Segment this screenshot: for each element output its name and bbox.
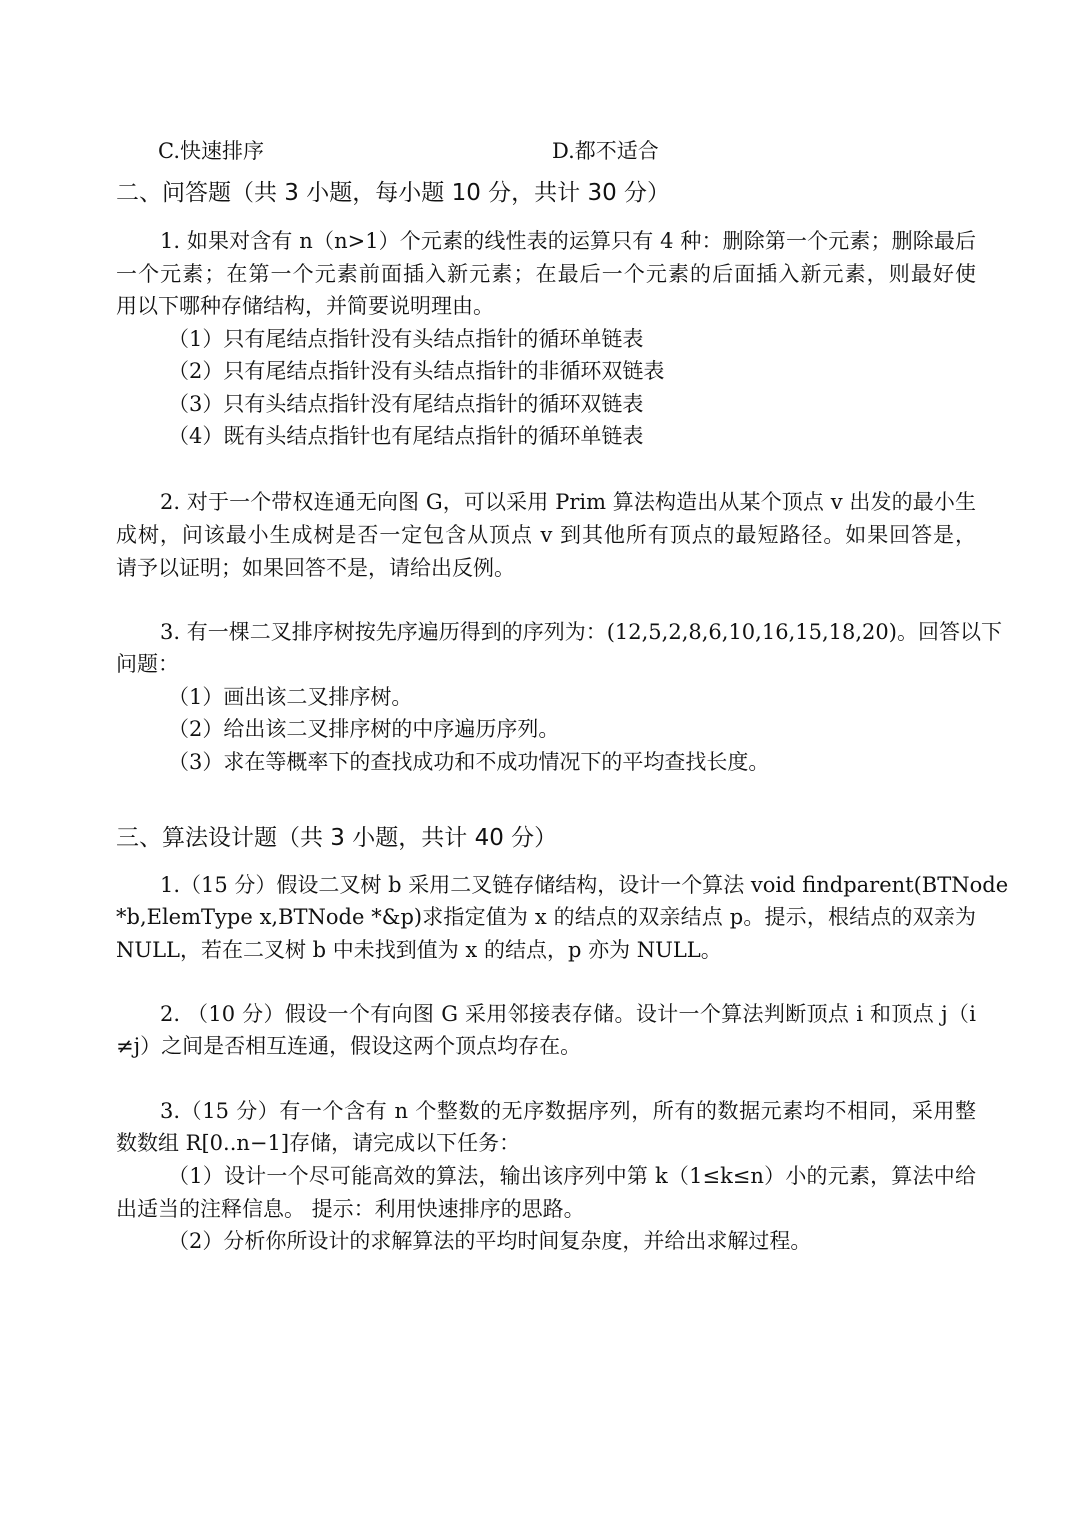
s3q2-line2: ≠j）之间是否相互连通，假设这两个顶点均存在。 [116,1034,582,1058]
s2q3-option2: （2）给出该二叉排序树的中序遍历序列。 [168,717,560,741]
s3q1-line3: NULL，若在二叉树 b 中未找到值为 x 的结点，p 亦为 NULL。 [116,938,722,962]
s2q3-line1: 3. 有一棵二叉排序树按先序遍历得到的序列为：(12,5,2,8,6,10,16,15,18,20)。回答以下 [160,620,1002,644]
s2q2-line1: 2. 对于一个带权连通无向图 G，可以采用 Prim 算法构造出从某个顶点 v 出发的最小生 [160,490,976,514]
s2q1-option1: （1）只有尾结点指针没有头结点指针的循环单链表 [168,327,644,351]
s2q1-option3: （3）只有头结点指针没有尾结点指针的循环双链表 [168,392,644,416]
s2q3-line2: 问题： [116,652,179,676]
s3q3-line1: 3.（15 分）有一个含有 n 个整数的无序数据序列，所有的数据元素均不相同，采用整 [160,1099,976,1123]
s2q1-option4: （4）既有头结点指针也有尾结点指针的循环单链表 [168,424,644,448]
s2q2-line2: 成树，问该最小生成树是否一定包含从顶点 v 到其他所有顶点的最短路径。如果回答是， [116,523,976,547]
s2q1-line1: 1. 如果对含有 n（n>1）个元素的线性表的运算只有 4 种：删除第一个元素；删除最后 [160,229,976,253]
s3q3-task1-line1: （1）设计一个尽可能高效的算法，输出该序列中第 k（1≤k≤n）小的元素，算法中给 [168,1164,976,1188]
s3q3-task1-line2: 出适当的注释信息。 提示：利用快速排序的思路。 [116,1197,585,1221]
section3-heading: 三、算法设计题（共 3 小题，共计 40 分） [116,825,558,851]
s2q1-line2: 一个元素；在第一个元素前面插入新元素；在最后一个元素的后面插入新元素，则最好使 [116,262,976,286]
section2-heading: 二、问答题（共 3 小题，每小题 10 分，共计 30 分） [116,180,671,206]
s2q2-line3: 请予以证明；如果回答不是，请给出反例。 [116,556,515,580]
s2q3-option1: （1）画出该二叉排序树。 [168,685,413,709]
s2q1-line3: 用以下哪种存储结构，并简要说明理由。 [116,294,494,318]
s3q1-line2: *b,ElemType x,BTNode *&p)求指定值为 x 的结点的双亲结点 p。提示，根结点的双亲为 [116,905,976,929]
s3q1-line1: 1.（15 分）假设二叉树 b 采用二叉链存储结构，设计一个算法 void findparent(BTNode [160,873,1009,897]
s2q3-option3: （3）求在等概率下的查找成功和不成功情况下的平均查找长度。 [168,750,770,774]
s3q3-task2: （2）分析你所设计的求解算法的平均时间复杂度，并给出求解过程。 [168,1229,812,1253]
option-c: C.快速排序 [158,139,264,163]
s3q3-line2: 数数组 R[0..n−1]存储，请完成以下任务： [116,1131,521,1155]
s3q2-line1: 2. （10 分）假设一个有向图 G 采用邻接表存储。设计一个算法判断顶点 i 和顶点 j（i [160,1002,976,1026]
s2q1-option2: （2）只有尾结点指针没有头结点指针的非循环双链表 [168,359,665,383]
option-d: D.都不适合 [552,139,659,163]
